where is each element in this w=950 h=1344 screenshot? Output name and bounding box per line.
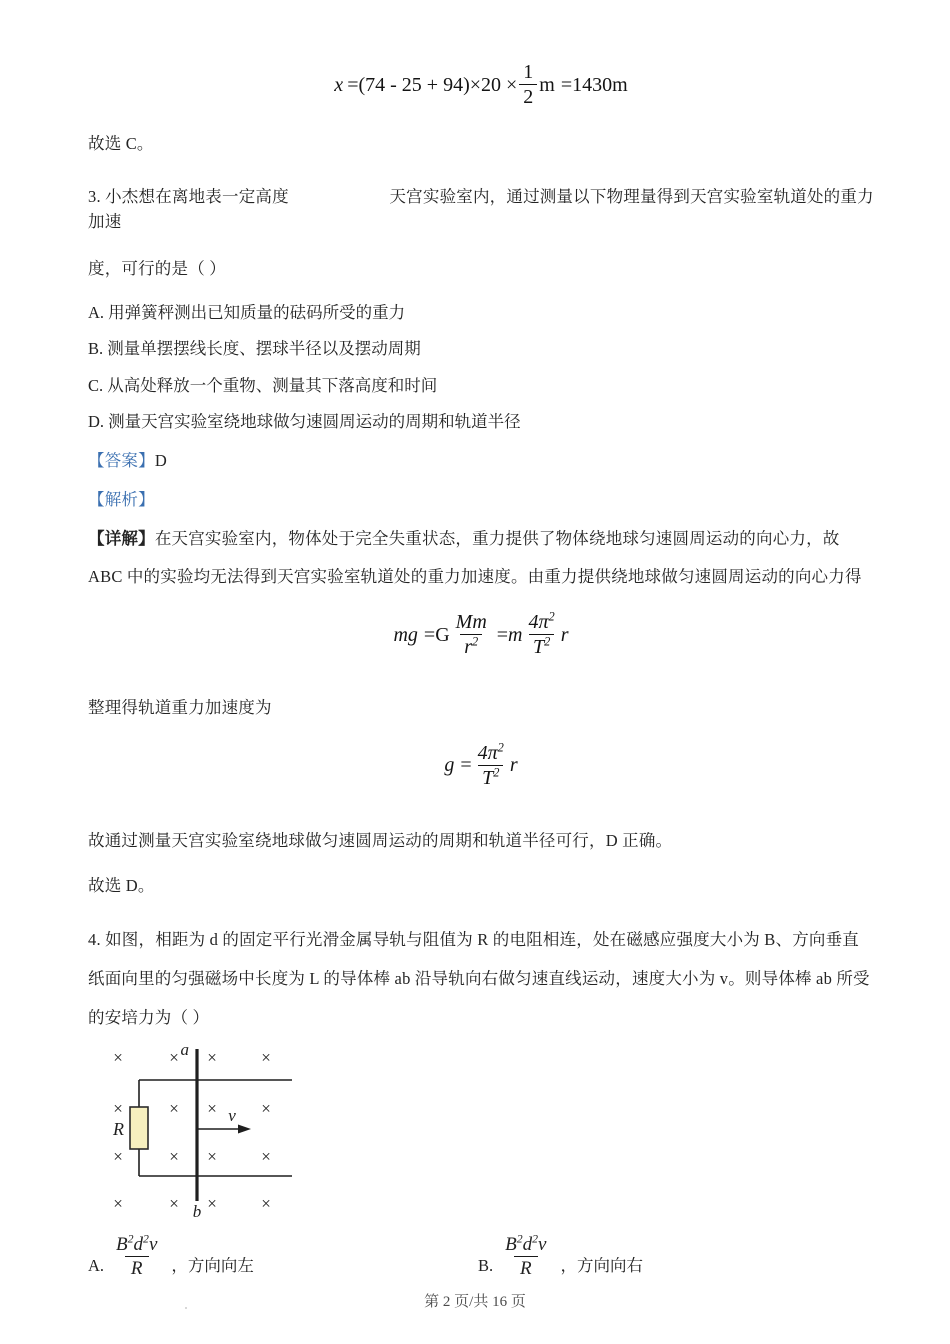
svg-text:×: × xyxy=(113,1193,123,1213)
option-b-direction: ，方向向右 xyxy=(560,1256,643,1276)
eq-lhs: x xyxy=(334,73,344,96)
label-velocity-v: v xyxy=(228,1105,236,1125)
question3-number: 3. xyxy=(88,186,101,206)
eq-mg-tail: r xyxy=(560,623,569,646)
option-b-denominator: R xyxy=(514,1256,538,1280)
option-a-direction: ，方向向左 xyxy=(171,1256,254,1276)
eq-mg-m: m xyxy=(508,623,523,646)
eq-mg-frac2-den: $T^2$ xyxy=(529,634,554,658)
svg-text:×: × xyxy=(113,1098,123,1118)
question3-option-c[interactable]: C. 从高处释放一个重物、测量其下落高度和时间 xyxy=(88,375,438,395)
velocity-arrow-head xyxy=(238,1124,251,1133)
option-b-fraction xyxy=(499,1232,552,1281)
svg-text:×: × xyxy=(169,1098,179,1118)
question3-closing-2: 故选 D。 xyxy=(88,875,155,895)
label-b: b xyxy=(192,1201,202,1219)
svg-text:×: × xyxy=(207,1047,217,1067)
question3-answer-row xyxy=(88,449,874,474)
option-a-fraction xyxy=(110,1232,163,1281)
question3-stem-line2: 度，可行的是（ ） xyxy=(88,259,226,279)
question4-text-1: 如图，相距为 d 的固定平行光滑金属导轨与阻值为 R 的电阻相连，处在磁感应强度大小为 B、方向垂直 xyxy=(105,930,859,950)
answer-value: D xyxy=(154,451,167,471)
question3-stem-part1: 小杰想在离地表一定高度 xyxy=(105,186,289,206)
option-b-numerator: $B^2d^2v$ xyxy=(505,1232,547,1255)
svg-text:×: × xyxy=(261,1047,271,1067)
label-a: a xyxy=(180,1040,189,1059)
label-resistor-R: R xyxy=(113,1118,124,1139)
question3-stem-part2: 天宫实验室内，通过测量以下物理量得到天宫实验室轨道处的重力加速 xyxy=(88,186,874,231)
page-footer: 第 2 页/共 16 页 xyxy=(424,1294,526,1310)
equation-gravity: mg = G $\frac{Mm}{r^2}$ = m $\frac{4\pi^2}{T^2}$ r xyxy=(393,609,569,659)
question4-options-row xyxy=(88,1232,874,1281)
eq-g-num: $4\pi^2$ xyxy=(477,740,504,764)
question3-option-a[interactable]: A. 用弹簧秤测出已知质量的砝码所受的重力 xyxy=(88,303,406,322)
option-a-label: A. xyxy=(88,1256,105,1276)
question3-stem-line1 xyxy=(88,185,874,235)
eq-mg-G: G xyxy=(435,623,450,646)
question4-line2: 纸面向里的匀强磁场中长度为 L 的导体棒 ab 沿导轨向右做匀速直线运动，速度大小为 v。则导体棒 ab 所受 xyxy=(88,969,870,989)
option-a-numerator: $B^2d^2v$ xyxy=(116,1232,158,1255)
question3-closing-1: 故通过测量天宫实验室绕地球做匀速圆周运动的周期和轨道半径可行，D 正确。 xyxy=(88,830,673,850)
question3-option-b[interactable]: B. 测量单摆摆线长度、摆球半径以及摆动周期 xyxy=(88,339,421,359)
svg-text:×: × xyxy=(113,1146,123,1166)
detail-text-1: 在天宫实验室内，物体处于完全失重状态，重力提供了物体绕地球匀速圆周运动的向心力，故 xyxy=(154,528,840,548)
svg-text:×: × xyxy=(261,1098,271,1118)
detail-label: 【详解】 xyxy=(88,528,155,548)
analysis-label: 【解析】 xyxy=(88,489,155,509)
svg-text:×: × xyxy=(207,1193,217,1213)
svg-text:×: × xyxy=(169,1193,179,1213)
eq-frac-denominator: 2 xyxy=(519,84,537,108)
option-a-denominator: R xyxy=(125,1256,149,1280)
question4-line3: 的安培力为（ ） xyxy=(88,1007,210,1027)
eq-mg-frac2-num: $4\pi^2$ xyxy=(528,609,555,634)
equation-displacement xyxy=(88,62,874,108)
rail-circuit-diagram xyxy=(96,1041,296,1219)
option-b-label: B. xyxy=(478,1256,494,1276)
eq-g-den: $T^2$ xyxy=(478,765,503,789)
conclusion-q2: 故选 C。 xyxy=(88,134,154,153)
page-content xyxy=(88,0,874,1280)
eq-mg-frac1-num: Mm xyxy=(455,611,487,634)
eq-g-lhs: g xyxy=(444,754,455,777)
question3-option-d[interactable]: D. 测量天宫实验室绕地球做匀速圆周运动的周期和轨道半径 xyxy=(88,411,521,431)
eq-mg-lhs: mg xyxy=(393,623,418,646)
eq-mg-frac1-den: $r^2$ xyxy=(460,634,482,658)
svg-text:×: × xyxy=(169,1047,179,1067)
question4-option-a[interactable] xyxy=(88,1232,478,1281)
resistor-body xyxy=(130,1107,148,1149)
svg-text:×: × xyxy=(169,1146,179,1166)
eq-result: =1430m xyxy=(560,73,628,96)
svg-text:×: × xyxy=(113,1047,123,1067)
svg-text:×: × xyxy=(207,1146,217,1166)
question4-option-b[interactable] xyxy=(478,1232,643,1281)
eq-body: =(74 - 25 + 94)×20 × xyxy=(347,73,518,96)
equation-g: g = $\frac{4\pi^2}{T^2}$ r xyxy=(444,740,518,789)
question3-transition: 整理得轨道重力加速度为 xyxy=(88,698,272,718)
question4-line1 xyxy=(88,928,874,953)
svg-text:×: × xyxy=(261,1146,271,1166)
question4-number: 4. xyxy=(88,930,101,950)
eq-unit: m xyxy=(539,73,555,96)
svg-text:×: × xyxy=(207,1098,217,1118)
question3-detail-line1 xyxy=(88,527,874,552)
question3-detail-line2: ABC 中的实验均无法得到天宫实验室轨道处的重力加速度。由重力提供绕地球做匀速圆周运动的向心力得 xyxy=(88,567,862,587)
answer-label: 【答案】 xyxy=(88,451,155,471)
eq-frac-numerator: 1 xyxy=(523,61,534,83)
eq-g-tail: r xyxy=(509,754,518,777)
svg-text:×: × xyxy=(261,1193,271,1213)
